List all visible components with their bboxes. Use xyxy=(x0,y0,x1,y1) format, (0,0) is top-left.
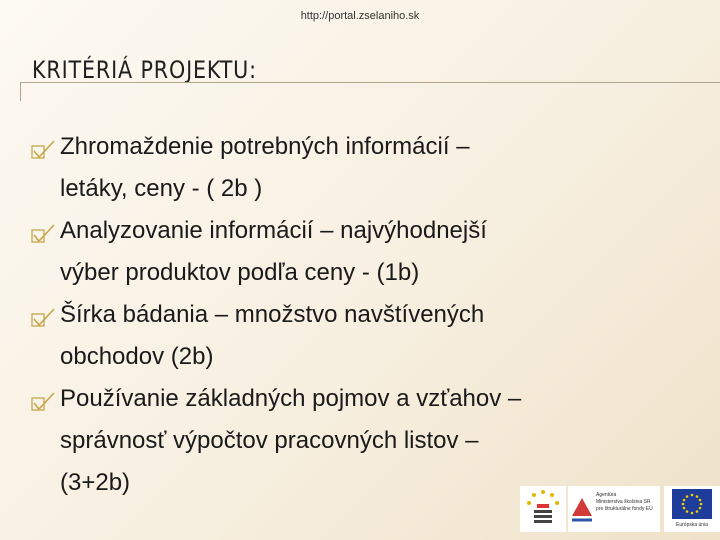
footer-logos xyxy=(520,486,720,534)
slide-title: KRITÉRIÁ PROJEKTU: xyxy=(32,56,257,84)
logo-text-line: Ministerstva školstva SR xyxy=(596,499,651,505)
checkmark-bullet-icon xyxy=(30,140,56,160)
checkmark-bullet-icon xyxy=(30,224,56,244)
source-url: http://portal.zselaniho.sk xyxy=(300,10,420,22)
star-ring-icon xyxy=(520,486,566,532)
book-icon xyxy=(568,486,596,532)
title-divider xyxy=(20,82,720,101)
list-item-line: Používanie základných pojmov a vzťahov – xyxy=(60,385,522,412)
eu-flag-icon xyxy=(672,489,712,519)
logo-text-line: pre štrukturálne fondy EÚ xyxy=(596,506,653,512)
list-item xyxy=(30,294,710,378)
criteria-list xyxy=(30,126,710,504)
list-item xyxy=(30,126,710,210)
list-item-line: Zhromaždenie potrebných informácií – xyxy=(60,133,470,160)
list-item xyxy=(30,210,710,294)
eu-logo-caption: Európska únia xyxy=(676,522,708,528)
list-item-line: správnosť výpočtov pracovných listov – xyxy=(60,427,479,454)
list-item-line: Šírka bádania – množstvo navštívených xyxy=(60,301,485,328)
agentura-ministerstva-logo xyxy=(568,486,660,532)
checkmark-bullet-icon xyxy=(30,308,56,328)
list-item-line: letáky, ceny - ( 2b ) xyxy=(60,175,263,202)
checkmark-bullet-icon xyxy=(30,392,56,412)
list-item-line: výber produktov podľa ceny - (1b) xyxy=(60,259,420,286)
esf-logo xyxy=(520,486,566,532)
list-item-line: (3+2b) xyxy=(60,469,131,496)
eu-flag-logo xyxy=(664,486,720,532)
list-item-line: obchodov (2b) xyxy=(60,343,214,370)
logo-text-line: Agentúra xyxy=(596,492,617,498)
list-item-line: Analyzovanie informácií – najvýhodnejší xyxy=(60,217,487,244)
